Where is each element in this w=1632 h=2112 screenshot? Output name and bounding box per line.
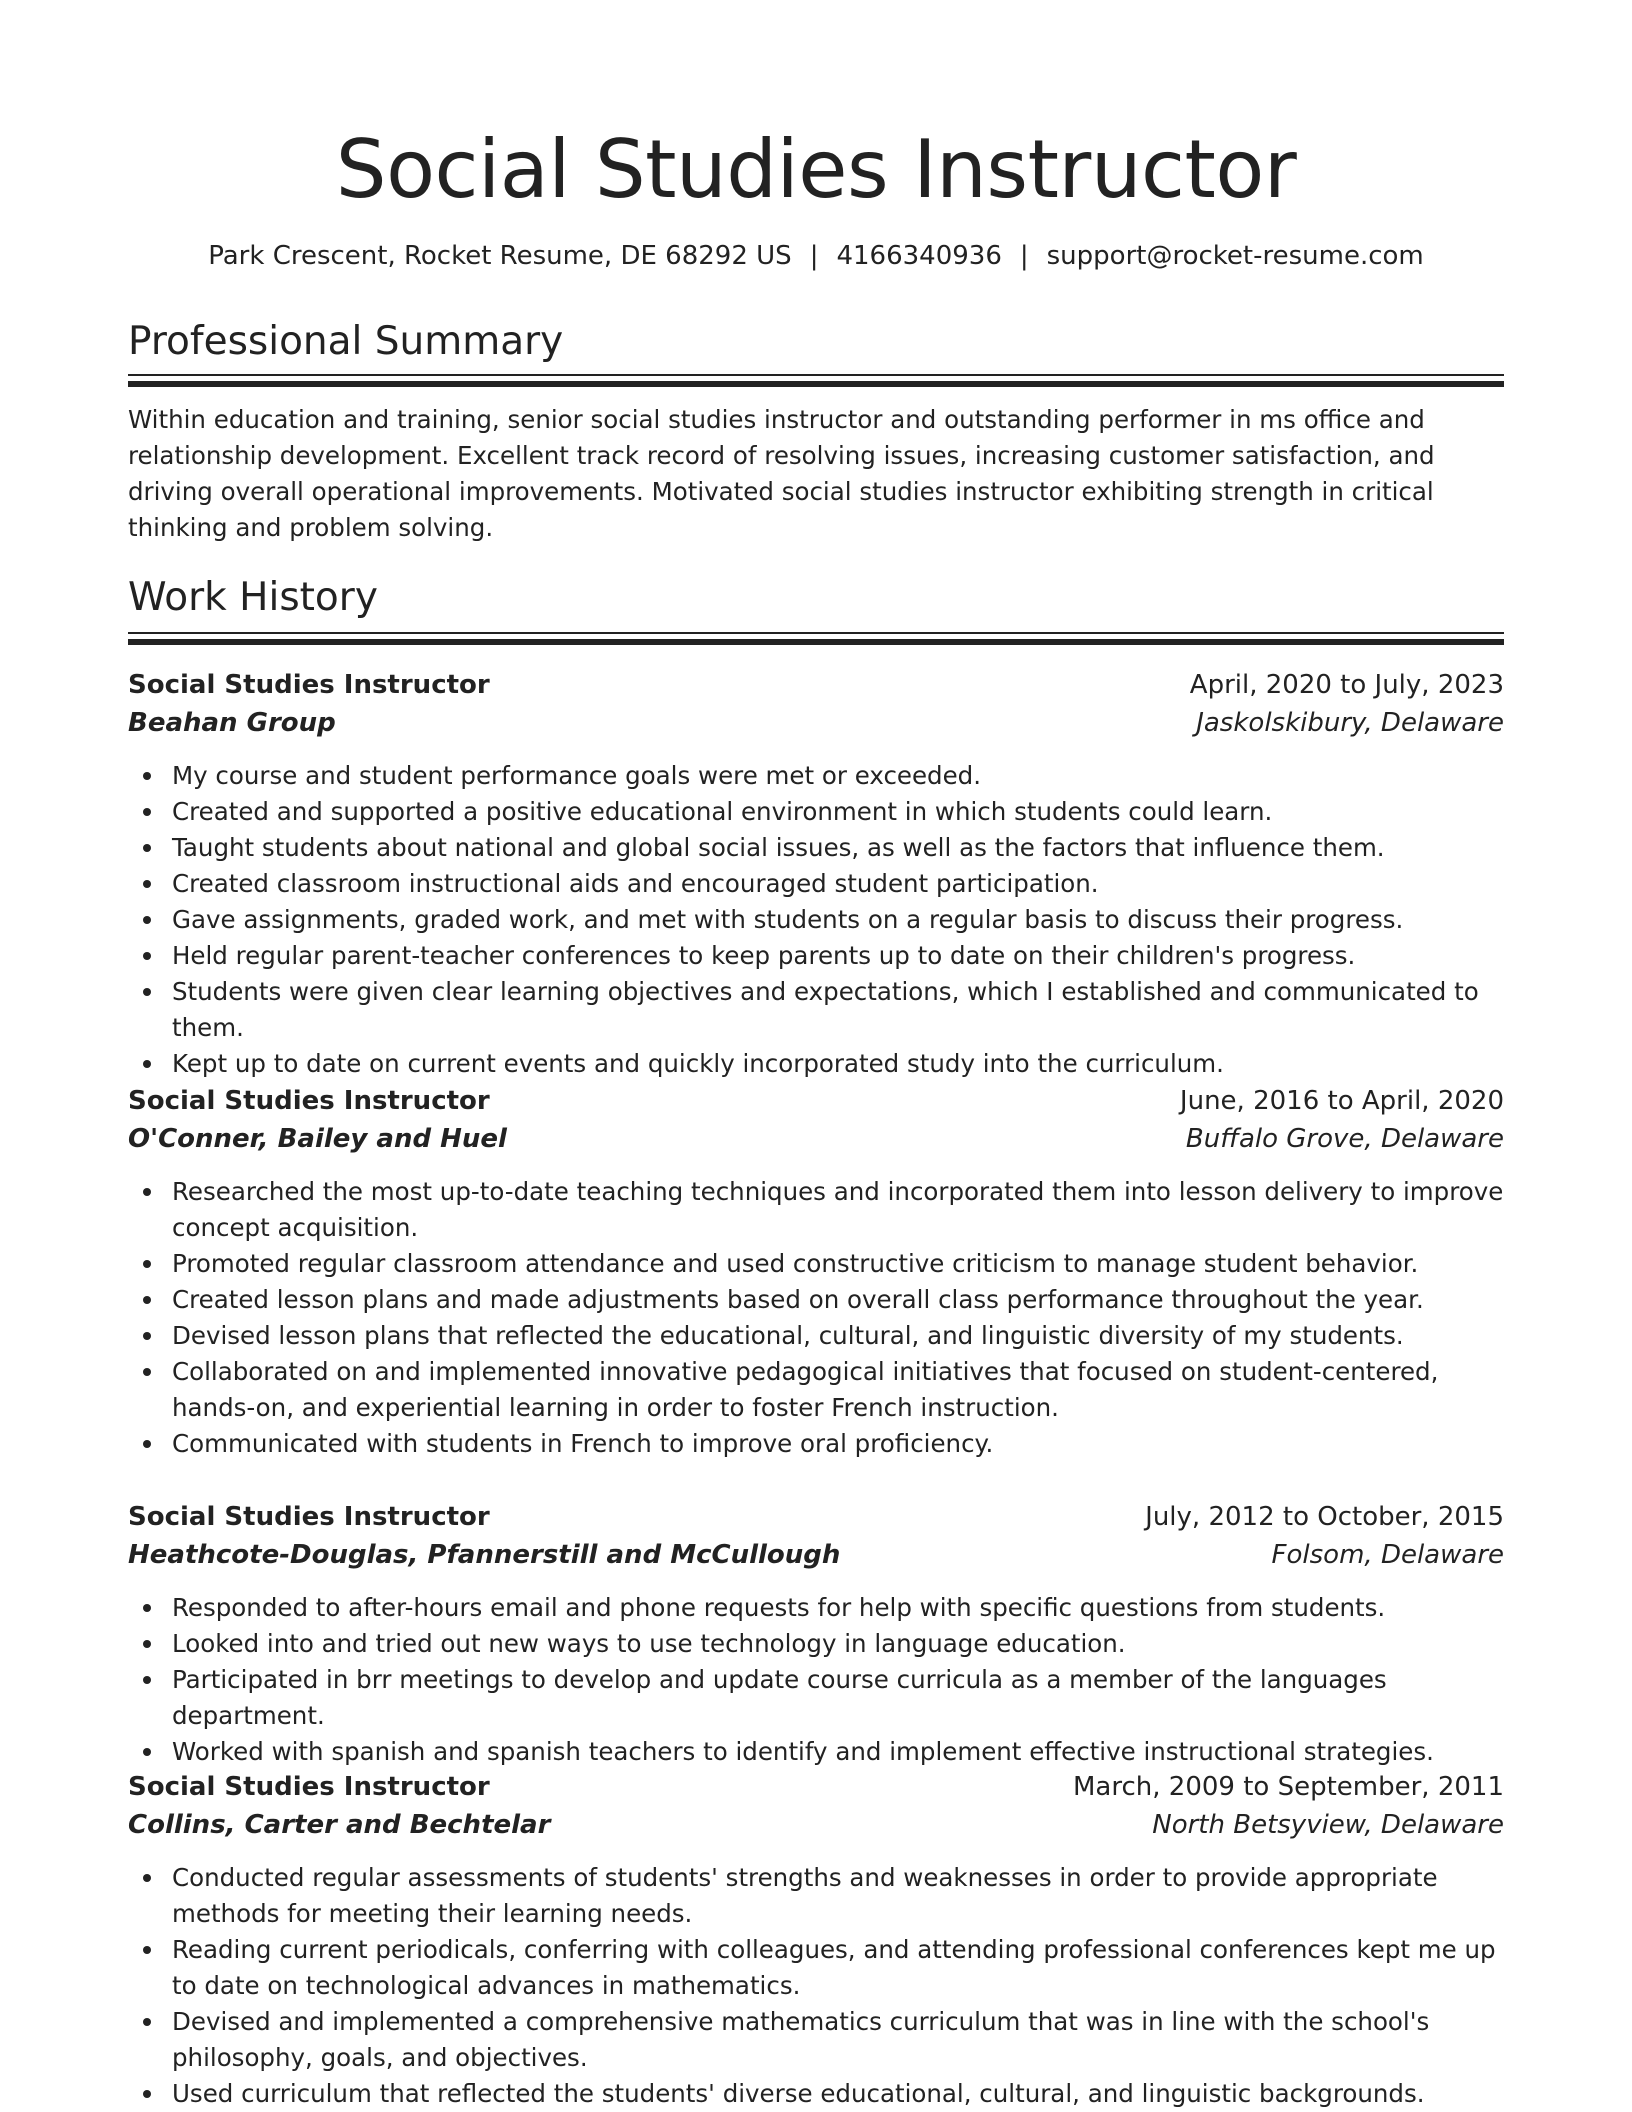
job-company-row [128, 1536, 1504, 1574]
job-bullet: Looked into and tried out new ways to use technology in language education. [128, 1626, 1504, 1662]
contact-address: Park Crescent, Rocket Resume, DE 68292 US [208, 241, 792, 271]
job-location: Buffalo Grove, Delaware [1185, 1124, 1504, 1154]
job-dates: July, 2012 to October, 2015 [1145, 1502, 1504, 1532]
job-entry [128, 666, 1504, 1082]
job-bullet: Communicated with students in French to improve oral proficiency. [128, 1426, 1504, 1462]
job-bullet: Promoted regular classroom attendance and used constructive criticism to manage student behavior. [128, 1246, 1504, 1282]
job-bullet-list [128, 1174, 1504, 1462]
job-location: Folsom, Delaware [1271, 1540, 1504, 1570]
contact-separator: | [1019, 241, 1029, 271]
resume-name: Social Studies Instructor [335, 123, 1297, 216]
job-header-row [128, 1498, 1504, 1536]
job-bullet: Created classroom instructional aids and encouraged student participation. [128, 866, 1504, 902]
job-dates: March, 2009 to September, 2011 [1073, 1772, 1504, 1802]
job-entry [128, 1498, 1504, 1770]
job-bullet-list [128, 1590, 1504, 1770]
job-bullet: Devised lesson plans that reflected the educational, cultural, and linguistic diversity of my students. [128, 1318, 1504, 1354]
divider-thick-line [128, 639, 1504, 645]
resume-page [128, 0, 1504, 2112]
job-header-row [128, 1082, 1504, 1120]
job-entry [128, 1768, 1504, 2112]
job-title: Social Studies Instructor [128, 1772, 490, 1802]
contact-separator: | [809, 241, 819, 271]
job-bullet: Conducted regular assessments of students' strengths and weaknesses in order to provide appropriate methods for meeting their learning needs. [128, 1860, 1504, 1932]
contact-phone: 4166340936 [836, 241, 1002, 271]
job-bullet-list [128, 758, 1504, 1082]
job-header-row [128, 1768, 1504, 1806]
job-bullet: Devised and implemented a comprehensive mathematics curriculum that was in line with the school's philosophy, goals, and objectives. [128, 2004, 1504, 2076]
job-title: Social Studies Instructor [128, 1502, 490, 1532]
job-bullet: Collaborated on and implemented innovative pedagogical initiatives that focused on student-centered, hands-on, and experiential learning in order to foster French instruction. [128, 1354, 1504, 1426]
job-location: North Betsyview, Delaware [1152, 1810, 1504, 1840]
contact-line [128, 236, 1504, 276]
job-bullet: Used curriculum that reflected the students' diverse educational, cultural, and linguistic backgrounds. [128, 2076, 1504, 2112]
job-company: Beahan Group [128, 708, 336, 738]
job-bullet: Taught students about national and global social issues, as well as the factors that influence them. [128, 830, 1504, 866]
job-bullet: Worked with spanish and spanish teachers to identify and implement effective instructional strategies. [128, 1734, 1504, 1770]
job-header-row [128, 666, 1504, 704]
divider-thin-line [128, 632, 1504, 634]
job-company: O'Conner, Bailey and Huel [128, 1124, 507, 1154]
job-title: Social Studies Instructor [128, 670, 490, 700]
divider-thin-line [128, 374, 1504, 376]
section-title-work-history: Work History [128, 575, 378, 620]
summary-text: Within education and training, senior social studies instructor and outstanding performer in ms office and relationship development. Excellent track record of resolving issues, increasing customer satisfaction, and driving overall operational improvements. Motivated social studies instructor exhibiting strength in critical thinking and problem solving. [128, 405, 1435, 542]
job-bullet-list [128, 1860, 1504, 2112]
job-company-row [128, 1120, 1504, 1158]
job-dates: June, 2016 to April, 2020 [1179, 1086, 1504, 1116]
job-title: Social Studies Instructor [128, 1086, 490, 1116]
job-entry [128, 1082, 1504, 1462]
contact-email: support@rocket-resume.com [1046, 241, 1424, 271]
job-bullet: Responded to after-hours email and phone requests for help with specific questions from students. [128, 1590, 1504, 1626]
job-bullet: Students were given clear learning objectives and expectations, which I established and communicated to them. [128, 974, 1504, 1046]
job-dates: April, 2020 to July, 2023 [1189, 670, 1504, 700]
section-title-summary: Professional Summary [128, 319, 564, 364]
job-bullet: Gave assignments, graded work, and met with students on a regular basis to discuss their progress. [128, 902, 1504, 938]
section-divider [128, 374, 1504, 388]
job-bullet: Researched the most up-to-date teaching techniques and incorporated them into lesson delivery to improve concept acquisition. [128, 1174, 1504, 1246]
job-bullet: Created and supported a positive educational environment in which students could learn. [128, 794, 1504, 830]
job-location: Jaskolskibury, Delaware [1196, 708, 1504, 738]
job-company: Collins, Carter and Bechtelar [128, 1810, 551, 1840]
divider-thick-line [128, 381, 1504, 387]
job-company-row [128, 704, 1504, 742]
job-bullet: Participated in brr meetings to develop and update course curricula as a member of the languages department. [128, 1662, 1504, 1734]
job-bullet: Held regular parent-teacher conferences to keep parents up to date on their children's progress. [128, 938, 1504, 974]
section-divider [128, 632, 1504, 646]
job-bullet: Created lesson plans and made adjustments based on overall class performance throughout the year. [128, 1282, 1504, 1318]
job-bullet: Reading current periodicals, conferring with colleagues, and attending professional conferences kept me up to date on technological advances in mathematics. [128, 1932, 1504, 2004]
job-bullet: My course and student performance goals were met or exceeded. [128, 758, 1504, 794]
job-company: Heathcote-Douglas, Pfannerstill and McCullough [128, 1540, 841, 1570]
job-company-row [128, 1806, 1504, 1844]
job-bullet: Kept up to date on current events and quickly incorporated study into the curriculum. [128, 1046, 1504, 1082]
